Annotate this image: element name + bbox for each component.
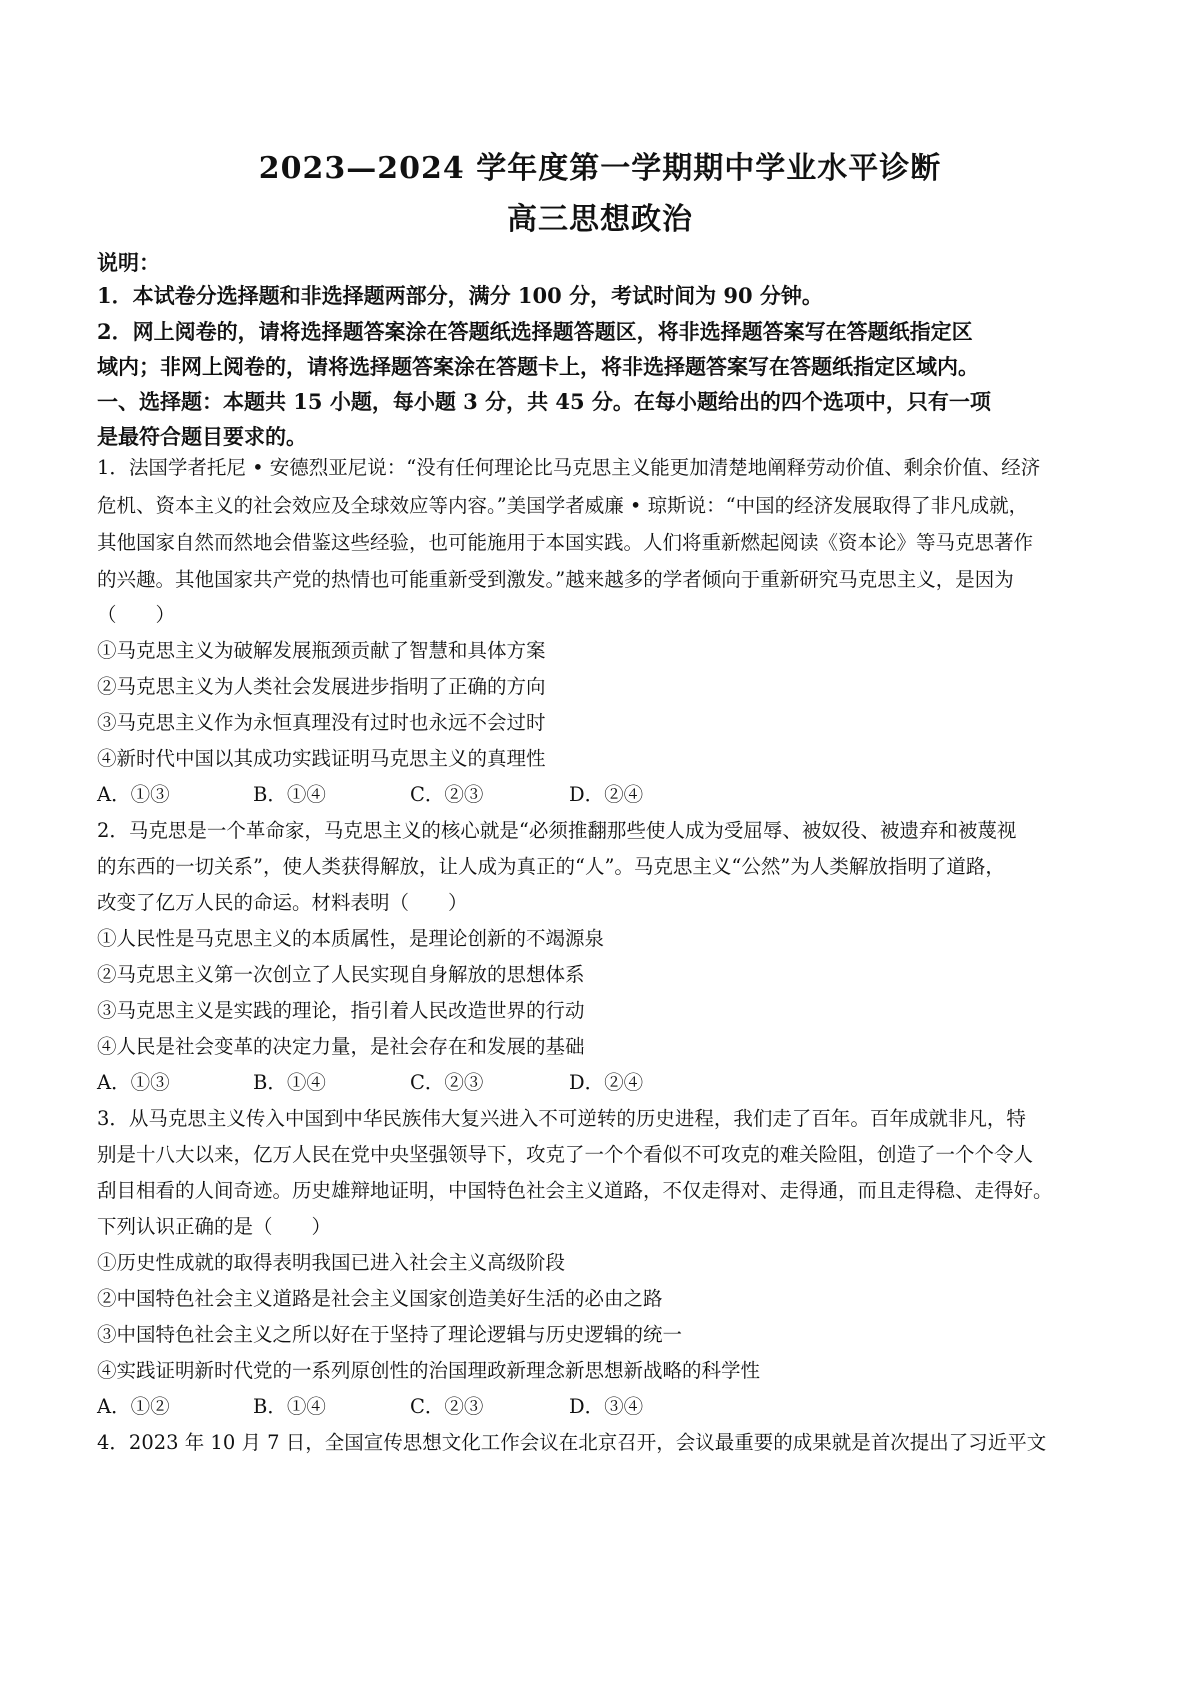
question-stem-line: 别是十八大以来，亿万人民在党中央坚强领导下，攻克了一个个看似不可攻克的难关险阻，创造了一个个令人 bbox=[97, 1143, 1034, 1166]
option-c[interactable]: C．②③ bbox=[410, 1395, 484, 1418]
statement: ①历史性成就的取得表明我国已进入社会主义高级阶段 bbox=[97, 1251, 566, 1274]
statement: ②马克思主义为人类社会发展进步指明了正确的方向 bbox=[97, 675, 546, 698]
statement: ①人民性是马克思主义的本质属性，是理论创新的不竭源泉 bbox=[97, 927, 605, 950]
instruction-1: 1．本试卷分选择题和非选择题两部分，满分 100 分，考试时间为 90 分钟。 bbox=[97, 283, 823, 308]
question-stem-line: 4．2023 年 10 月 7 日，全国宣传思想文化工作会议在北京召开，会议最重要的成果就是首次提出了习近平文 bbox=[97, 1431, 1047, 1454]
option-d[interactable]: D．③④ bbox=[569, 1395, 644, 1418]
statement: ④人民是社会变革的决定力量，是社会存在和发展的基础 bbox=[97, 1035, 585, 1058]
statement: ③马克思主义作为永恒真理没有过时也永远不会过时 bbox=[97, 711, 546, 734]
statement: ③中国特色社会主义之所以好在于坚持了理论逻辑与历史逻辑的统一 bbox=[97, 1323, 683, 1346]
question-stem-line: 1．法国学者托尼 • 安德烈亚尼说：“没有任何理论比马克思主义能更加清楚地阐释劳动价值、剩余价值、经济 bbox=[97, 456, 1041, 479]
statement: ①马克思主义为破解发展瓶颈贡献了智慧和具体方案 bbox=[97, 639, 546, 662]
question-stem-line: 危机、资本主义的社会效应及全球效应等内容。”美国学者威廉 • 琼斯说：“中国的经济发展取得了非凡成就， bbox=[97, 494, 1029, 517]
option-b[interactable]: B．①④ bbox=[253, 1071, 326, 1094]
section-heading-line-1: 一、选择题：本题共 15 小题，每小题 3 分，共 45 分。在每小题给出的四个选项中，只有一项 bbox=[97, 389, 991, 414]
answer-blank: （ ） bbox=[97, 603, 176, 626]
question-stem-line: 其他国家自然而然地会借鉴这些经验，也可能施用于本国实践。人们将重新燃起阅读《资本论》等马克思著作 bbox=[97, 531, 1034, 554]
section-heading-line-2: 是最符合题目要求的。 bbox=[97, 424, 307, 449]
instructions-label: 说明： bbox=[97, 250, 160, 275]
question-stem-line: 改变了亿万人民的命运。材料表明（ ） bbox=[97, 891, 468, 914]
question-stem-line: 3．从马克思主义传入中国到中华民族伟大复兴进入不可逆转的历史进程，我们走了百年。百年成就非凡，特 bbox=[97, 1107, 1026, 1130]
instruction-2-line-1: 2．网上阅卷的，请将选择题答案涂在答题纸选择题答题区，将非选择题答案写在答题纸指定区 bbox=[97, 319, 973, 344]
question-stem-line: 的兴趣。其他国家共产党的热情也可能重新受到激发。”越来越多的学者倾向于重新研究马克思主义，是因为 bbox=[97, 568, 1014, 591]
statement: ②马克思主义第一次创立了人民实现自身解放的思想体系 bbox=[97, 963, 585, 986]
question-stem-line: 的东西的一切关系”，使人类获得解放，让人成为真正的“人”。马克思主义“公然”为人类解放指明了道路， bbox=[97, 855, 1005, 878]
option-d[interactable]: D．②④ bbox=[569, 783, 644, 806]
exam-subject: 高三思想政治 bbox=[507, 202, 693, 237]
option-a[interactable]: A．①② bbox=[97, 1395, 170, 1418]
option-b[interactable]: B．①④ bbox=[253, 1395, 326, 1418]
option-a[interactable]: A．①③ bbox=[97, 1071, 170, 1094]
option-b[interactable]: B．①④ bbox=[253, 783, 326, 806]
question-stem-line: 下列认识正确的是（ ） bbox=[97, 1215, 332, 1238]
instruction-2-line-2: 域内；非网上阅卷的，请将选择题答案涂在答题卡上，将非选择题答案写在答题纸指定区域内。 bbox=[97, 354, 979, 379]
statement: ④新时代中国以其成功实践证明马克思主义的真理性 bbox=[97, 747, 546, 770]
option-c[interactable]: C．②③ bbox=[410, 1071, 484, 1094]
option-d[interactable]: D．②④ bbox=[569, 1071, 644, 1094]
statement: ③马克思主义是实践的理论，指引着人民改造世界的行动 bbox=[97, 999, 585, 1022]
statement: ②中国特色社会主义道路是社会主义国家创造美好生活的必由之路 bbox=[97, 1287, 663, 1310]
exam-title: 2023—2024 学年度第一学期期中学业水平诊断 bbox=[258, 151, 942, 186]
option-c[interactable]: C．②③ bbox=[410, 783, 484, 806]
statement: ④实践证明新时代党的一系列原创性的治国理政新理念新思想新战略的科学性 bbox=[97, 1359, 761, 1382]
option-a[interactable]: A．①③ bbox=[97, 783, 170, 806]
question-stem-line: 刮目相看的人间奇迹。历史雄辩地证明，中国特色社会主义道路，不仅走得对、走得通，而且走得稳、走得好。 bbox=[97, 1179, 1053, 1202]
question-stem-line: 2．马克思是一个革命家，马克思主义的核心就是“必须推翻那些使人成为受屈辱、被奴役、被遗弃和被蔑视 bbox=[97, 819, 1017, 842]
